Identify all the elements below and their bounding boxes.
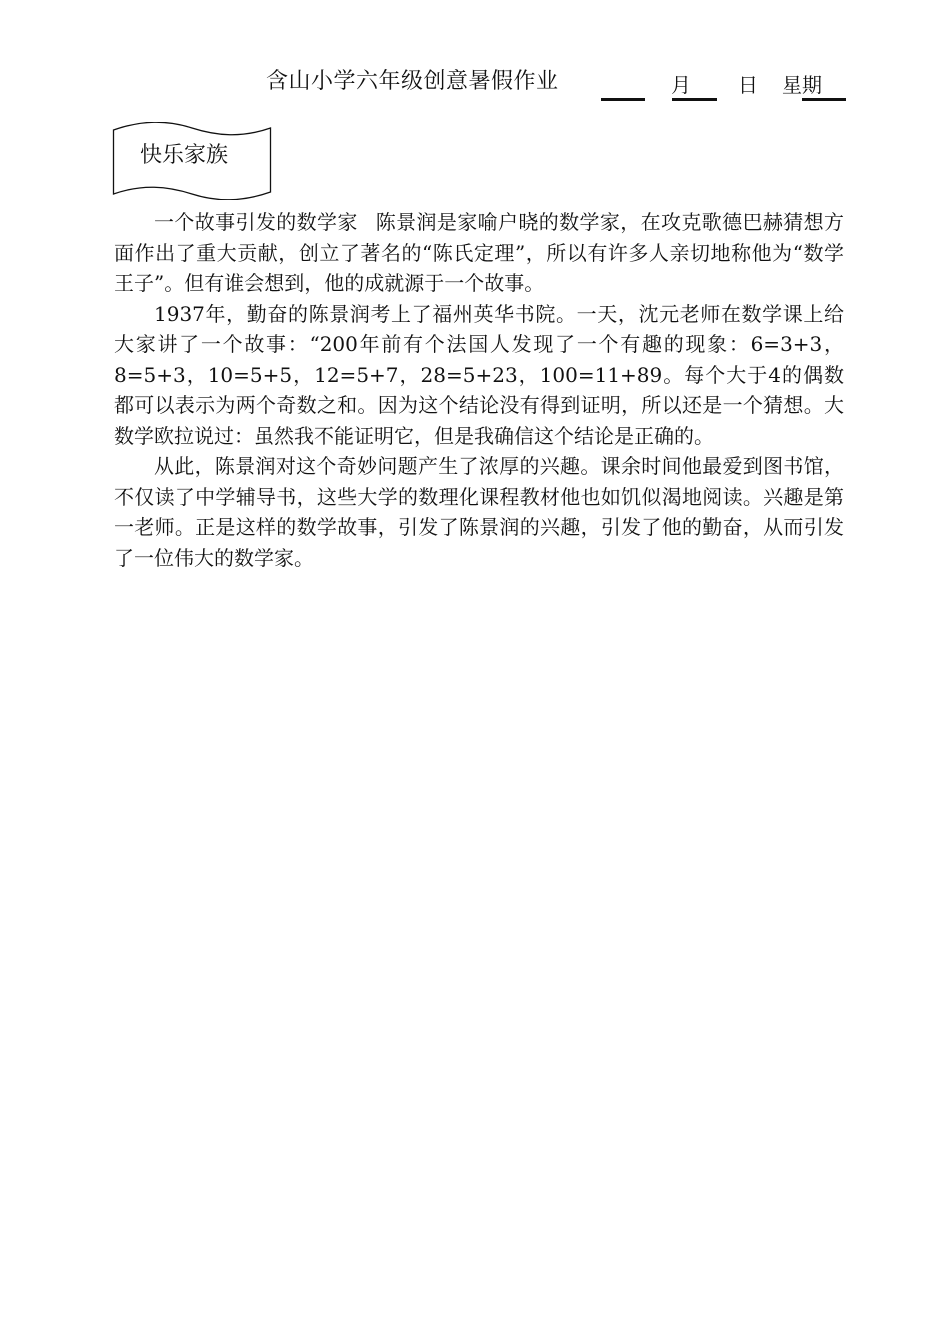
header-title: 含山小学六年级创意暑假作业 (266, 69, 559, 94)
page-header (0, 62, 950, 106)
blank-line-weekday (802, 98, 846, 101)
blank-line-day (672, 98, 717, 101)
weekday-label: 星期 (782, 73, 822, 97)
month-label: 月 (671, 73, 691, 97)
section-banner (112, 122, 272, 200)
article-body (114, 207, 844, 573)
section-label: 快乐家族 (140, 143, 229, 168)
article-paragraph-1 (114, 207, 844, 299)
article-paragraph-3: 从此，陈景润对这个奇妙问题产生了浓厚的兴趣。课余时间他最爱到图书馆，不仅读了中学辅导书，这些大学的数理化课程教材他也如饥似渴地阅读。兴趣是第一老师。正是这样的数学故事，引发了陈景润的兴趣，引发了他的勤奋，从而引发了一位伟大的数学家。 (114, 454, 844, 570)
blank-line-month (601, 98, 645, 101)
day-label: 日 (738, 73, 758, 97)
paragraph-text: 陈景润是家喻户晓的数学家，在攻克歌德巴赫猜想方面作出了重大贡献，创立了著名的“陈氏定理”，所以有许多人亲切地称他为“数学王子”。但有谁会想到，他的成就源于一个故事。 (114, 210, 844, 295)
article-heading: 一个故事引发的数学家 (154, 210, 358, 234)
article-paragraph-2: 1937年，勤奋的陈景润考上了福州英华书院。一天，沈元老师在数学课上给大家讲了一个故事：“200年前有个法国人发现了一个有趣的现象：6=3+3，8=5+3，10=5+5，12=5+7，28=5+23，100=11+89。每个大于4的偶数都可以表示为两个奇数之和。因为这个结论没有得到证明，所以还是一个猜想。大数学欧拉说过：虽然我不能证明它，但是我确信这个结论是正确的。 (114, 301, 844, 448)
